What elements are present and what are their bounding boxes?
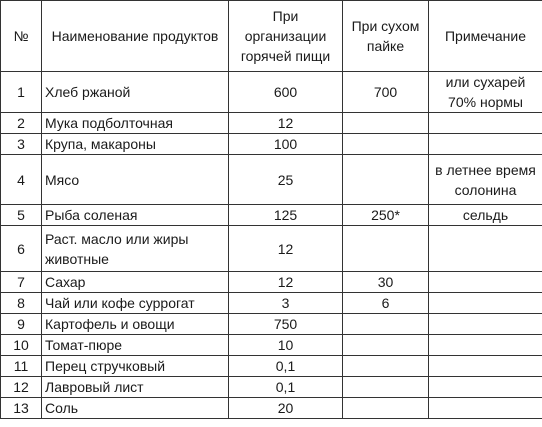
table-row	[1, 113, 542, 134]
cell-dry	[343, 356, 429, 377]
table-row	[1, 155, 542, 205]
cell-hot: 12	[229, 226, 343, 272]
table-header-row	[1, 1, 542, 72]
cell-name: Томат-пюре	[42, 335, 229, 356]
cell-dry	[343, 377, 429, 398]
cell-num: 13	[1, 398, 42, 419]
cell-dry	[343, 155, 429, 205]
cell-note: или сухарей 70% нормы	[429, 72, 542, 113]
cell-name: Раст. масло или жиры животные	[42, 226, 229, 272]
cell-note	[429, 272, 542, 293]
cell-hot: 12	[229, 272, 343, 293]
table-row	[1, 335, 542, 356]
cell-note	[429, 335, 542, 356]
cell-hot: 0,1	[229, 377, 343, 398]
cell-hot: 125	[229, 205, 343, 226]
cell-hot: 10	[229, 335, 343, 356]
header-name: Наименование продуктов	[42, 1, 229, 72]
cell-note	[429, 398, 542, 419]
cell-hot: 20	[229, 398, 343, 419]
cell-dry	[343, 226, 429, 272]
cell-num: 3	[1, 134, 42, 155]
table-row	[1, 134, 542, 155]
cell-name: Рыба соленая	[42, 205, 229, 226]
cell-num: 9	[1, 314, 42, 335]
cell-hot: 3	[229, 293, 343, 314]
cell-name: Перец стручковый	[42, 356, 229, 377]
cell-num: 11	[1, 356, 42, 377]
cell-dry: 30	[343, 272, 429, 293]
table-row	[1, 72, 542, 113]
cell-note	[429, 377, 542, 398]
cell-name: Хлеб ржаной	[42, 72, 229, 113]
cell-note	[429, 226, 542, 272]
table-row	[1, 314, 542, 335]
cell-num: 4	[1, 155, 42, 205]
cell-hot: 750	[229, 314, 343, 335]
cell-dry: 6	[343, 293, 429, 314]
cell-note	[429, 314, 542, 335]
cell-num: 10	[1, 335, 42, 356]
cell-note	[429, 293, 542, 314]
cell-note	[429, 134, 542, 155]
cell-num: 1	[1, 72, 42, 113]
cell-note	[429, 113, 542, 134]
cell-num: 12	[1, 377, 42, 398]
cell-note: сельдь	[429, 205, 542, 226]
cell-hot: 100	[229, 134, 343, 155]
cell-dry	[343, 113, 429, 134]
cell-note: в летнее время солонина	[429, 155, 542, 205]
cell-num: 2	[1, 113, 42, 134]
cell-num: 5	[1, 205, 42, 226]
table-row	[1, 272, 542, 293]
cell-name: Картофель и овощи	[42, 314, 229, 335]
cell-name: Мясо	[42, 155, 229, 205]
cell-note	[429, 356, 542, 377]
cell-dry	[343, 335, 429, 356]
cell-name: Чай или кофе суррогат	[42, 293, 229, 314]
header-hot: При организации горячей пищи	[229, 1, 343, 72]
table-row	[1, 226, 542, 272]
cell-hot: 0,1	[229, 356, 343, 377]
header-note: Примечание	[429, 1, 542, 72]
cell-hot: 12	[229, 113, 343, 134]
table-row	[1, 356, 542, 377]
cell-dry: 250*	[343, 205, 429, 226]
cell-dry: 700	[343, 72, 429, 113]
cell-hot: 600	[229, 72, 343, 113]
cell-name: Крупа, макароны	[42, 134, 229, 155]
cell-name: Мука подболточная	[42, 113, 229, 134]
cell-hot: 25	[229, 155, 343, 205]
cell-name: Соль	[42, 398, 229, 419]
cell-num: 6	[1, 226, 42, 272]
table-row	[1, 377, 542, 398]
table-row	[1, 293, 542, 314]
table-row	[1, 205, 542, 226]
cell-name: Лавровый лист	[42, 377, 229, 398]
cell-dry	[343, 398, 429, 419]
cell-dry	[343, 134, 429, 155]
table-row	[1, 398, 542, 419]
cell-name: Сахар	[42, 272, 229, 293]
header-num: №	[1, 1, 42, 72]
cell-num: 7	[1, 272, 42, 293]
cell-num: 8	[1, 293, 42, 314]
cell-dry	[343, 314, 429, 335]
header-dry: При сухом пайке	[343, 1, 429, 72]
